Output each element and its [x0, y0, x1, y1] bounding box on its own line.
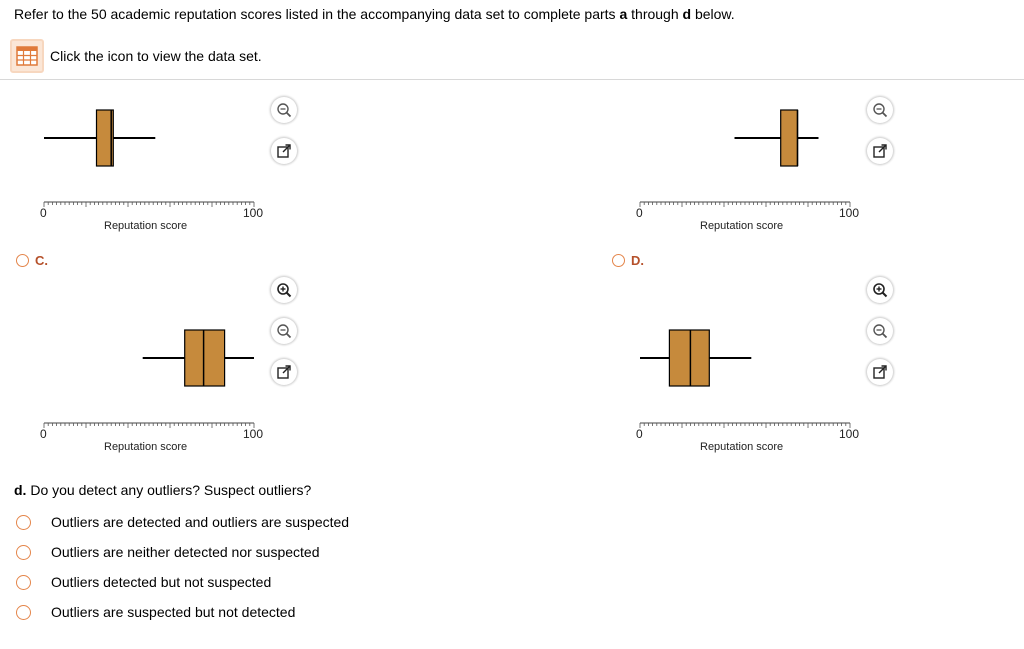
- view-data-set-label[interactable]: Click the icon to view the data set.: [50, 48, 262, 64]
- question-header: [14, 6, 735, 22]
- boxplot-chart: [0, 80, 300, 260]
- axis-title: Reputation score: [700, 220, 784, 232]
- zoom-out-button[interactable]: [271, 318, 297, 344]
- zoom-out-button[interactable]: [271, 97, 297, 123]
- expand-button[interactable]: [271, 138, 297, 164]
- zoom-in-button[interactable]: [271, 277, 297, 303]
- boxplot-panel-b: [596, 80, 1024, 260]
- expand-button[interactable]: [271, 359, 297, 385]
- axis-min-label: 0: [636, 206, 643, 220]
- zoom-out-icon: [872, 323, 888, 339]
- zoom-out-icon: [276, 102, 292, 118]
- boxplot-panel-c: [0, 275, 620, 455]
- option-c[interactable]: [16, 253, 48, 268]
- boxplot-panel-a: [0, 80, 620, 260]
- expand-icon: [276, 143, 292, 159]
- axis-title: Reputation score: [104, 441, 188, 453]
- axis-min-label: 0: [40, 206, 47, 220]
- option-d-radio[interactable]: [612, 254, 625, 267]
- question-d-label: d.: [14, 482, 27, 498]
- answer-option[interactable]: [16, 604, 295, 620]
- answer-radio[interactable]: [16, 515, 31, 530]
- iqr-box: [781, 110, 798, 166]
- zoom-out-icon: [276, 323, 292, 339]
- option-c-radio[interactable]: [16, 254, 29, 267]
- option-c-letter: C.: [35, 253, 48, 268]
- answer-option[interactable]: [16, 514, 349, 530]
- header-middle: through: [627, 6, 683, 22]
- header-suffix: below.: [691, 6, 735, 22]
- boxplot-chart: [596, 80, 896, 260]
- axis-max-label: 100: [243, 206, 264, 220]
- expand-icon: [872, 143, 888, 159]
- answer-radio[interactable]: [16, 575, 31, 590]
- axis-title: Reputation score: [104, 220, 188, 232]
- question-d: [14, 482, 311, 498]
- axis-max-label: 100: [839, 206, 860, 220]
- expand-icon: [276, 364, 292, 380]
- answer-option[interactable]: [16, 544, 320, 560]
- zoom-out-icon: [872, 102, 888, 118]
- view-data-set-link[interactable]: [10, 39, 262, 73]
- answer-label[interactable]: Outliers are suspected but not detected: [51, 604, 296, 620]
- expand-button[interactable]: [867, 359, 893, 385]
- option-d[interactable]: [612, 253, 644, 268]
- axis-min-label: 0: [636, 427, 643, 441]
- axis-title: Reputation score: [700, 441, 784, 453]
- header-prefix: Refer to the 50 academic reputation scores listed in the accompanying data set to complete parts: [14, 6, 620, 22]
- axis-max-label: 100: [243, 427, 264, 441]
- answer-radio[interactable]: [16, 605, 31, 620]
- zoom-in-icon: [872, 282, 888, 298]
- expand-button[interactable]: [867, 138, 893, 164]
- zoom-in-button[interactable]: [867, 277, 893, 303]
- axis-max-label: 100: [839, 427, 860, 441]
- iqr-box: [669, 330, 709, 386]
- answer-radio[interactable]: [16, 545, 31, 560]
- header-part-d: d: [682, 6, 692, 22]
- zoom-in-icon: [276, 282, 292, 298]
- header-part-a: a: [619, 6, 628, 22]
- expand-icon: [872, 364, 888, 380]
- iqr-box: [185, 330, 225, 386]
- boxplot-panel-d: [596, 275, 1024, 455]
- zoom-out-button[interactable]: [867, 318, 893, 344]
- answer-option[interactable]: [16, 574, 271, 590]
- answer-label[interactable]: Outliers are detected and outliers are suspected: [51, 514, 350, 530]
- zoom-out-button[interactable]: [867, 97, 893, 123]
- option-d-letter: D.: [631, 253, 644, 268]
- answer-label[interactable]: Outliers detected but not suspected: [51, 574, 272, 590]
- answer-label[interactable]: Outliers are neither detected nor suspected: [51, 544, 320, 560]
- question-d-text: Do you detect any outliers? Suspect outliers?: [26, 482, 312, 498]
- axis-min-label: 0: [40, 427, 47, 441]
- table-icon[interactable]: [10, 39, 44, 73]
